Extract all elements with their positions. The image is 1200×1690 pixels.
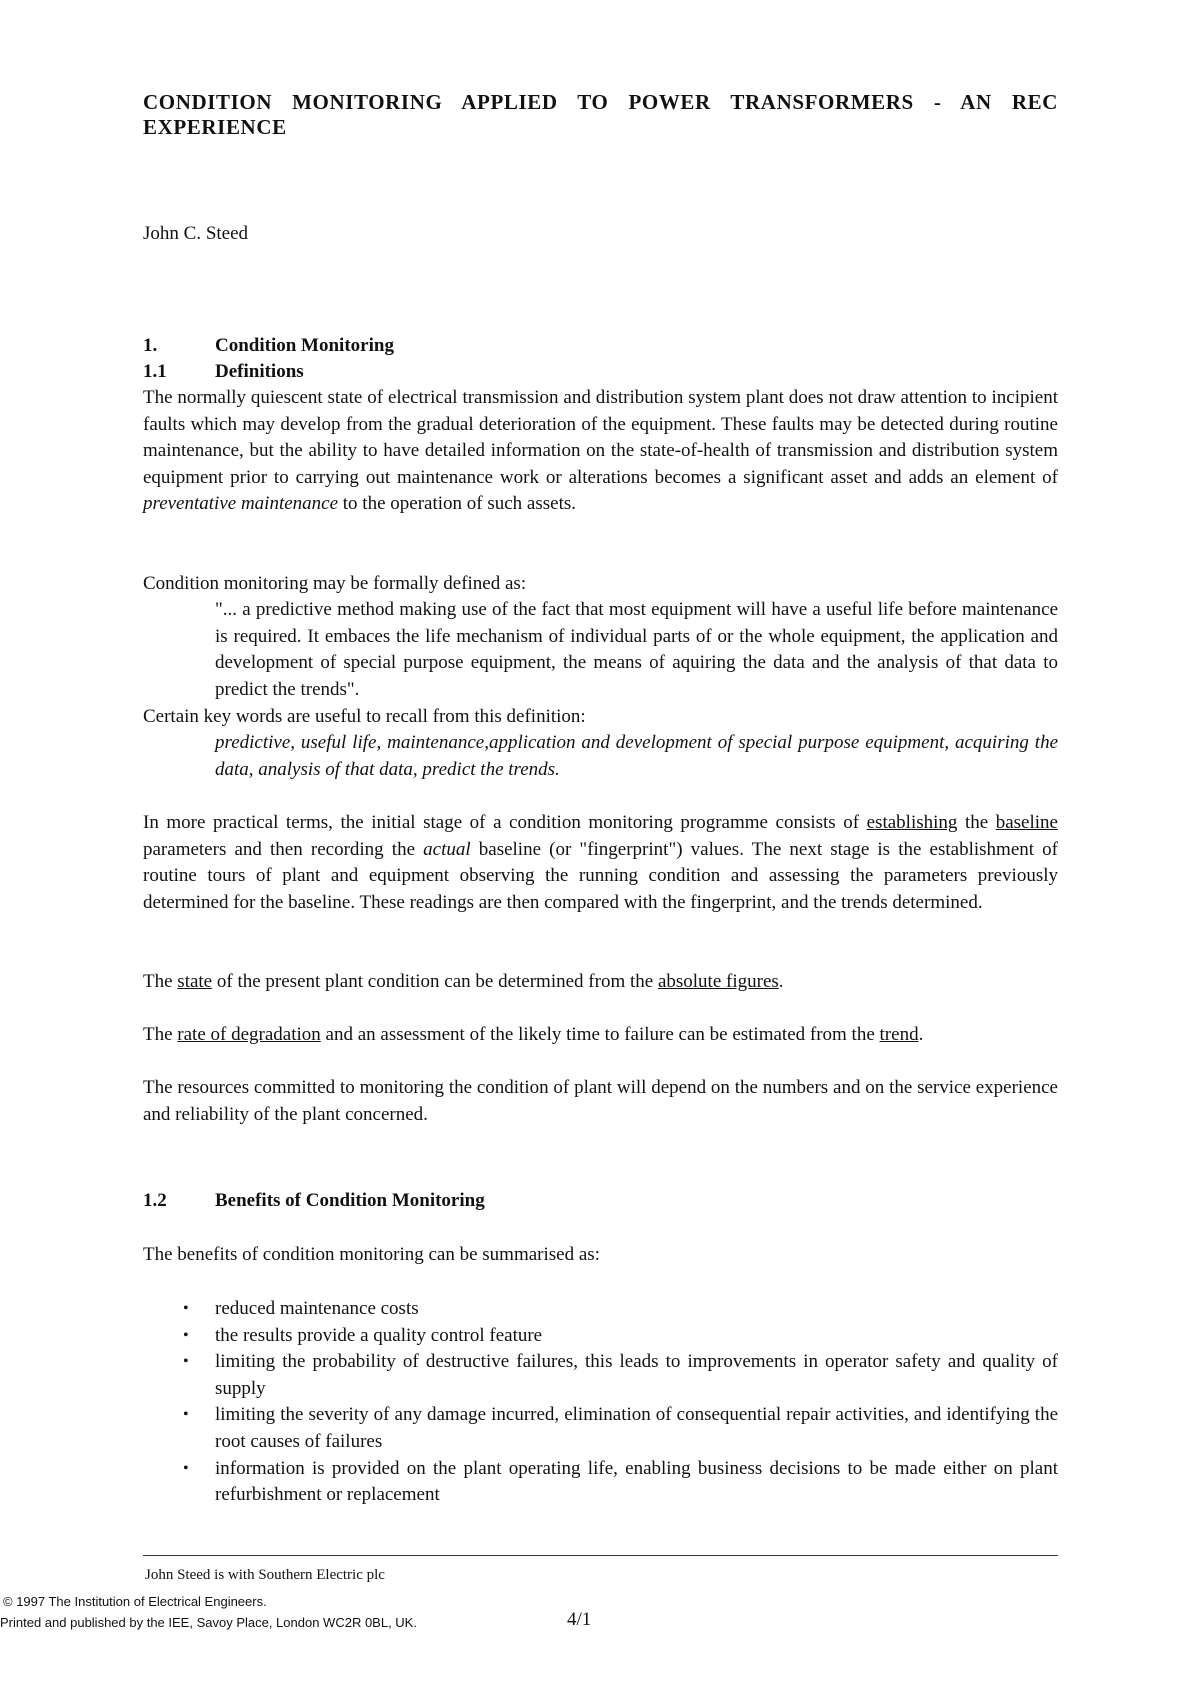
copyright-notice: © 1997 The Institution of Electrical Engineers. xyxy=(3,1594,267,1609)
list-item xyxy=(143,1402,1058,1455)
bullet-icon: • xyxy=(183,1459,189,1477)
paragraph-key-words-intro: Certain key words are useful to recall from this definition: xyxy=(143,706,586,727)
underlined-term: baseline xyxy=(995,812,1058,833)
list-item-text: limiting the probability of destructive failures, this leads to improvements in operator safety and quality of supply xyxy=(215,1351,1058,1399)
text-run: The normally quiescent state of electrical transmission and distribution system plant does not draw attention to incipient faults which may develop from the gradual deterioration of the equipment. These faults may be detected during routine maintenance, but the ability to have detailed information on the state-of-health of transmission and distribution system equipment prior to carrying out maintenance work or alterations becomes a significant asset and adds an element of xyxy=(143,387,1058,488)
section-title: Condition Monitoring xyxy=(215,335,394,356)
paragraph-state xyxy=(143,969,1058,996)
section-number: 1. xyxy=(143,335,158,356)
underlined-term: rate of degradation xyxy=(177,1024,321,1045)
paragraph-benefits-intro: The benefits of condition monitoring can be summarised as: xyxy=(143,1244,600,1265)
italic-term: preventative maintenance xyxy=(143,493,339,515)
text-run: the xyxy=(957,812,996,833)
list-item xyxy=(143,1456,1058,1509)
text-run: parameters and then recording the xyxy=(143,838,424,860)
section-heading-1 xyxy=(143,335,394,357)
underlined-term: absolute figures xyxy=(657,971,779,992)
bullet-icon: • xyxy=(183,1326,189,1344)
paragraph-practical-terms xyxy=(143,810,1058,916)
list-item xyxy=(143,1323,1058,1350)
section-number: 1.1 xyxy=(143,361,167,382)
text-run: The xyxy=(143,971,178,992)
definition-quote: "... a predictive method making use of the fact that most equipment will have a useful life before maintenance is required. It embaces the life mechanism of individual parts of or the whole equipment, the application and development of special purpose equipment, the means of aquiring the data and the analysis of that data to predict the trends". xyxy=(215,599,1058,700)
paragraph-definitions xyxy=(143,385,1058,518)
list-item xyxy=(143,1296,1058,1323)
text-run: In more practical terms, the initial stage of a condition monitoring programme consists of xyxy=(143,812,867,833)
bullet-icon: • xyxy=(183,1353,189,1371)
key-words-text: predictive, useful life, maintenance,application and development of special purpose equipment, acquiring the data, analysis of that data, predict the trends. xyxy=(215,732,1058,780)
list-item-text: the results provide a quality control feature xyxy=(215,1324,543,1346)
text-run: The xyxy=(143,1024,178,1045)
section-title: Definitions xyxy=(215,361,304,382)
section-heading-1-1 xyxy=(143,361,304,383)
list-item-text: information is provided on the plant operating life, enabling business decisions to be made either on plant refurbishment or replacement xyxy=(215,1457,1058,1506)
author-affiliation-footnote: John Steed is with Southern Electric plc xyxy=(145,1567,385,1583)
section-number: 1.2 xyxy=(143,1190,167,1211)
text-run: and an assessment of the likely time to failure can be estimated from the xyxy=(320,1024,880,1045)
page-number: 4/1 xyxy=(567,1609,592,1630)
key-words-list xyxy=(215,730,1058,783)
paragraph-rate-of-degradation xyxy=(143,1022,1058,1049)
section-heading-1-2 xyxy=(143,1190,485,1212)
benefits-list xyxy=(143,1296,1058,1509)
list-item-text: limiting the severity of any damage incurred, elimination of consequential repair activities, and identifying the root causes of failures xyxy=(215,1404,1058,1452)
section-title: Benefits of Condition Monitoring xyxy=(215,1190,485,1211)
paper-title: CONDITION MONITORING APPLIED TO POWER TRANSFORMERS - AN REC EXPERIENCE xyxy=(143,90,1058,139)
bullet-icon: • xyxy=(183,1300,189,1317)
list-item-text: reduced maintenance costs xyxy=(215,1298,419,1319)
footnote-divider xyxy=(143,1555,1058,1556)
text-run: . xyxy=(918,1024,924,1045)
paragraph-formal-definition-intro: Condition monitoring may be formally defined as: xyxy=(143,573,527,594)
bullet-icon: • xyxy=(183,1406,189,1424)
text-run: . xyxy=(778,971,784,992)
italic-term: actual xyxy=(423,838,471,860)
underlined-term: state xyxy=(177,971,213,992)
publisher-notice: Printed and published by the IEE, Savoy Place, London WC2R 0BL, UK. xyxy=(0,1615,417,1630)
text-run: baseline (or "fingerprint") values. The next stage is the establishment of routine tours of plant and equipment observing the running condition and assessing the parameters previously determined for the baseline. These readings are then compared with the fingerprint, and the trends determined. xyxy=(143,838,1058,913)
text-run: of the present plant condition can be determined from the xyxy=(212,971,658,992)
author-name: John C. Steed xyxy=(143,223,249,244)
underlined-term: trend xyxy=(879,1024,919,1045)
text-run: to the operation of such assets. xyxy=(338,493,577,515)
list-item xyxy=(143,1349,1058,1402)
underlined-term: establishing xyxy=(866,812,958,833)
paragraph-resources: The resources committed to monitoring the condition of plant will depend on the numbers and on the service experience and reliability of the plant concerned. xyxy=(143,1077,1058,1125)
